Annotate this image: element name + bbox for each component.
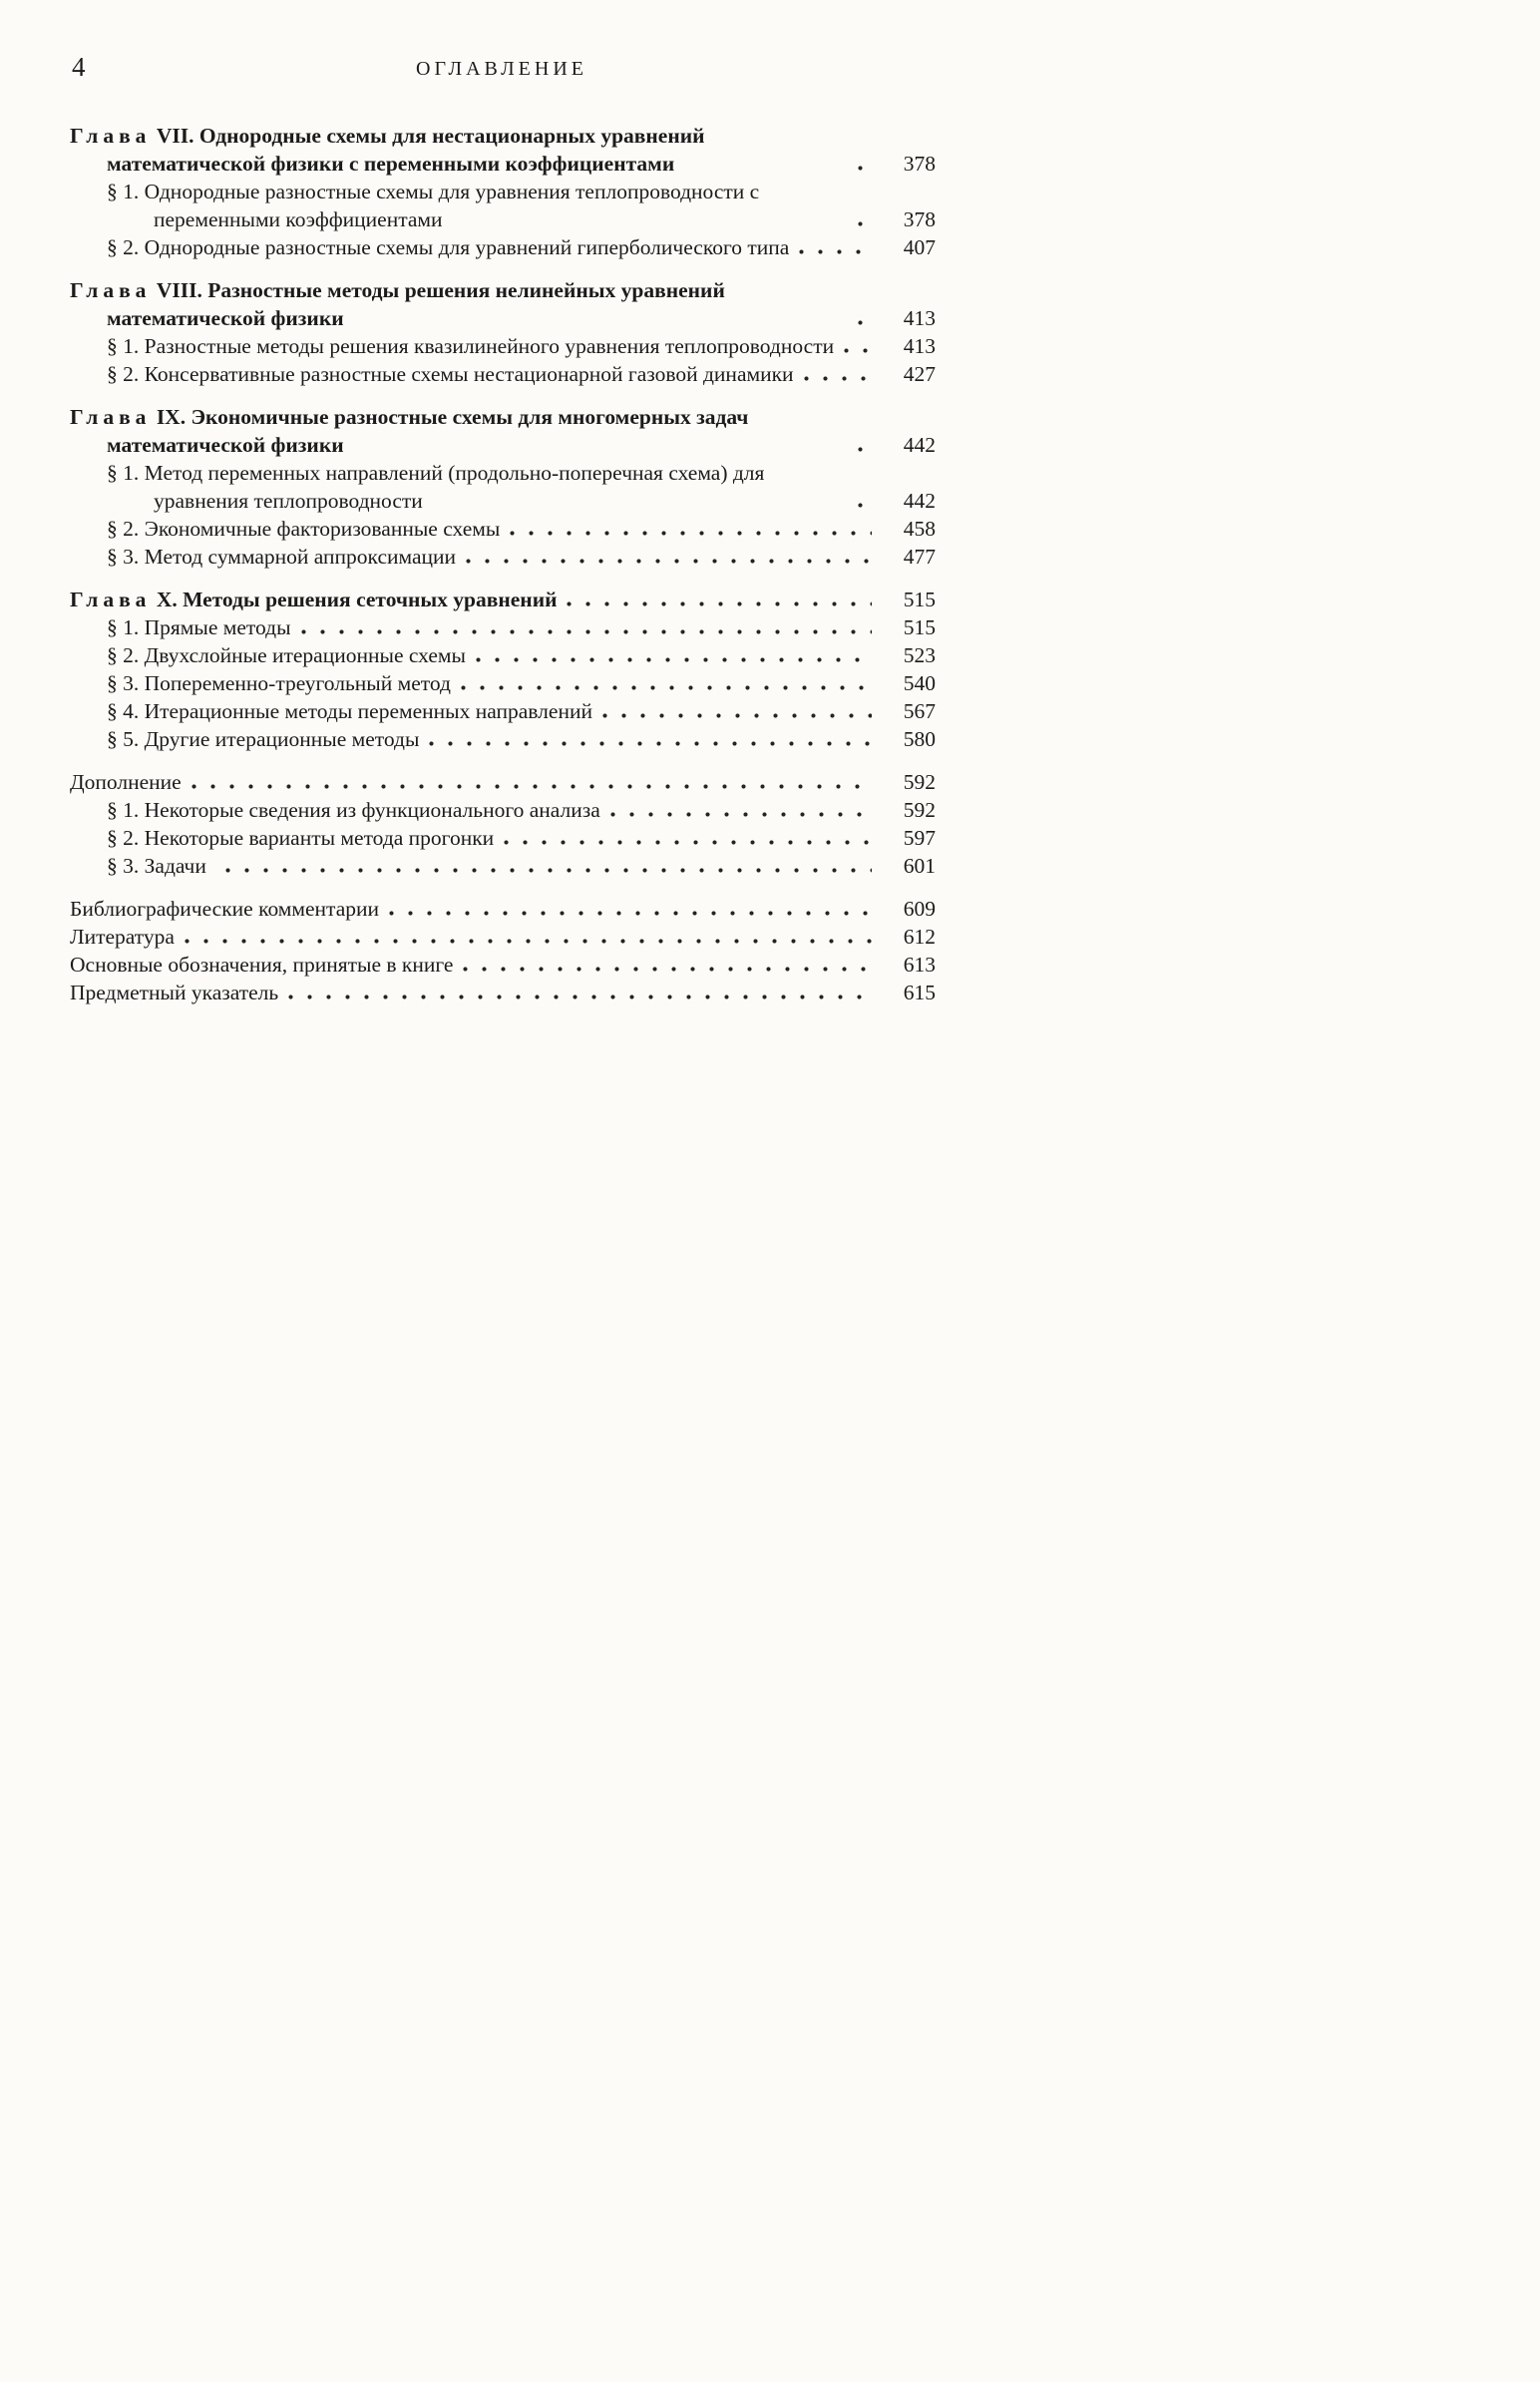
toc-entry-title: Глава VII. Однородные схемы для нестационарных уравнений математической физики с переменными коэффициентами	[70, 124, 705, 176]
toc-entry	[70, 641, 936, 669]
toc-entry-page: 442	[903, 433, 936, 457]
toc-entry-title	[70, 725, 419, 753]
chapter-label: Глава	[70, 124, 152, 148]
dot-leader	[858, 503, 872, 508]
dot-leader	[858, 320, 872, 325]
toc-entry-title	[70, 697, 592, 725]
page-header-title: ОГЛАВЛЕНИЕ	[416, 58, 587, 80]
toc-entry	[70, 515, 936, 543]
toc-entry-page: 601	[903, 854, 936, 878]
dot-leader	[429, 741, 872, 746]
dot-leader	[476, 657, 872, 662]
section-label: § 5.	[107, 727, 145, 751]
toc-entry-text: Предметный указатель	[70, 981, 279, 1004]
toc-entry-text: Однородные разностные схемы для уравнения теплопроводности с переменными коэффициентами	[144, 180, 760, 231]
dot-leader	[858, 221, 872, 226]
section-label: § 3.	[107, 854, 145, 878]
section-label: § 1.	[107, 180, 145, 203]
toc-entry-page: 458	[903, 517, 936, 541]
toc-entry	[70, 459, 936, 515]
dot-leader	[799, 249, 872, 254]
toc-entry-text: Экономичные факторизованные схемы	[144, 517, 501, 541]
toc-entry-page: 477	[903, 545, 936, 569]
toc-entry	[70, 852, 936, 880]
toc-entry-text: Консервативные разностные схемы нестационарной газовой динамики	[144, 362, 794, 386]
toc-entry-page: 592	[903, 770, 936, 794]
toc-list	[70, 122, 936, 1006]
dot-leader	[466, 559, 872, 564]
toc-entry-text: Однородные разностные схемы для уравнений гиперболического типа	[144, 235, 790, 259]
toc-entry-text: Экономичные разностные схемы для многомерных задач математической физики	[107, 405, 749, 457]
toc-entry-text: Метод переменных направлений (продольно-поперечная схема) для уравнения теплопроводности	[144, 461, 765, 513]
section-label: § 1.	[107, 615, 145, 639]
toc-entry-text: Другие итерационные методы	[144, 727, 420, 751]
toc-entry-page: 515	[903, 615, 936, 639]
toc-entry-text: Итерационные методы переменных направлений	[144, 699, 592, 723]
toc-entry-page: 378	[903, 152, 936, 176]
dot-leader	[301, 629, 872, 634]
dot-leader	[567, 601, 872, 606]
toc-entry-text: Литература	[70, 925, 175, 949]
toc-entry-text: Некоторые сведения из функционального анализа	[144, 798, 600, 822]
chapter-label: Глава	[70, 588, 152, 611]
toc-entry-text: Задачи	[144, 854, 206, 878]
toc-entry-title	[70, 951, 453, 979]
toc-entry-page: 413	[903, 334, 936, 358]
toc-entry-title	[70, 543, 456, 571]
dot-leader	[504, 840, 872, 845]
toc-entry-title: Глава IX. Экономичные разностные схемы для многомерных задач математической физики	[70, 405, 749, 457]
toc-entry-page: 612	[903, 925, 936, 949]
toc-entry-text: Разностные методы решения квазилинейного уравнения теплопроводности	[144, 334, 835, 358]
toc-entry-title	[70, 332, 834, 360]
toc-entry-page: 592	[903, 798, 936, 822]
toc-entry	[70, 360, 936, 388]
toc-entry-title	[70, 459, 848, 515]
toc-entry-title	[70, 641, 466, 669]
section-label: § 2.	[107, 826, 145, 850]
toc-entry-text: Попеременно-треугольный метод	[144, 671, 451, 695]
toc-entry-page: 615	[903, 981, 936, 1004]
toc-entry	[70, 233, 936, 261]
toc-entry-text: Однородные схемы для нестационарных уравнений математической физики с переменными коэффициентами	[107, 124, 705, 176]
toc-entry-page: 427	[903, 362, 936, 386]
toc-entry-title	[70, 796, 600, 824]
dot-leader	[192, 784, 872, 789]
toc-entry-page: 378	[903, 207, 936, 231]
section-label: § 3.	[107, 671, 145, 695]
toc-entry-text: Библиографические комментарии	[70, 897, 380, 921]
toc-entry	[70, 332, 936, 360]
toc-entry-text: Разностные методы решения нелинейных уравнений математической физики	[107, 278, 725, 330]
toc-entry-title	[70, 613, 291, 641]
toc-entry-title	[70, 979, 278, 1006]
toc-entry	[70, 586, 936, 613]
toc-entry-title	[70, 824, 494, 852]
toc-entry-title	[70, 923, 175, 951]
toc-entry	[70, 824, 936, 852]
toc-entry-title	[70, 768, 182, 796]
toc-entry-page: 540	[903, 671, 936, 695]
toc-entry-title: Глава X. Методы решения сеточных уравнений	[70, 588, 558, 611]
section-label: § 3.	[107, 545, 145, 569]
section-label: § 2.	[107, 517, 145, 541]
toc-entry	[70, 923, 936, 951]
section-label: § 4.	[107, 699, 145, 723]
toc-entry	[70, 725, 936, 753]
toc-entry-title	[70, 515, 500, 543]
toc-entry-page: 609	[903, 897, 936, 921]
toc-entry-text: Прямые методы	[144, 615, 291, 639]
toc-entry-title: Глава VIII. Разностные методы решения нелинейных уравнений математической физики	[70, 278, 725, 330]
toc-entry	[70, 697, 936, 725]
toc-entry-page: 567	[903, 699, 936, 723]
section-label: § 1.	[107, 461, 145, 485]
toc-entry-text: Дополнение	[70, 770, 182, 794]
toc-entry	[70, 122, 936, 178]
toc-entry-title	[70, 178, 848, 233]
chapter-label: Глава	[70, 278, 152, 302]
toc-entry-page: 413	[903, 306, 936, 330]
toc-entry	[70, 951, 936, 979]
section-label: § 2.	[107, 362, 145, 386]
toc-entry-text: Метод суммарной аппроксимации	[144, 545, 457, 569]
toc-entry-page: 523	[903, 643, 936, 667]
section-label: § 1.	[107, 334, 145, 358]
dot-leader	[858, 166, 872, 171]
toc-entry-title	[70, 360, 794, 388]
toc-entry-text: Основные обозначения, принятые в книге	[70, 953, 454, 977]
toc-entry-title	[70, 852, 215, 880]
toc-entry	[70, 276, 936, 332]
toc-entry-text: Двухслойные итерационные схемы	[144, 643, 466, 667]
toc-entry	[70, 613, 936, 641]
toc-entry-text: Некоторые варианты метода прогонки	[144, 826, 495, 850]
dot-leader	[610, 812, 872, 817]
toc-entry-page: 580	[903, 727, 936, 751]
dot-leader	[858, 447, 872, 452]
toc-entry-text: Методы решения сеточных уравнений	[183, 588, 558, 611]
chapter-label: Глава	[70, 405, 152, 429]
section-label: § 1.	[107, 798, 145, 822]
section-label: § 2.	[107, 643, 145, 667]
toc-entry	[70, 178, 936, 233]
toc-entry	[70, 403, 936, 459]
dot-leader	[225, 868, 872, 873]
toc-entry	[70, 796, 936, 824]
dot-leader	[463, 967, 872, 972]
toc-entry	[70, 543, 936, 571]
dot-leader	[844, 348, 872, 353]
toc-entry	[70, 669, 936, 697]
page-number: 4	[72, 52, 86, 82]
dot-leader	[804, 376, 872, 381]
toc-entry-page: 597	[903, 826, 936, 850]
toc-entry-page: 407	[903, 235, 936, 259]
dot-leader	[461, 685, 872, 690]
toc-entry	[70, 895, 936, 923]
dot-leader	[389, 911, 872, 916]
toc-entry-title	[70, 895, 379, 923]
toc-entry-page: 442	[903, 489, 936, 513]
section-label: § 2.	[107, 235, 145, 259]
toc-entry-page: 613	[903, 953, 936, 977]
toc-entry	[70, 768, 936, 796]
toc-entry-page: 515	[903, 588, 936, 611]
dot-leader	[185, 939, 872, 944]
dot-leader	[602, 713, 872, 718]
toc-entry-title	[70, 233, 789, 261]
toc-entry	[70, 979, 936, 1006]
dot-leader	[510, 531, 872, 536]
dot-leader	[288, 994, 872, 999]
toc-entry-title	[70, 669, 451, 697]
